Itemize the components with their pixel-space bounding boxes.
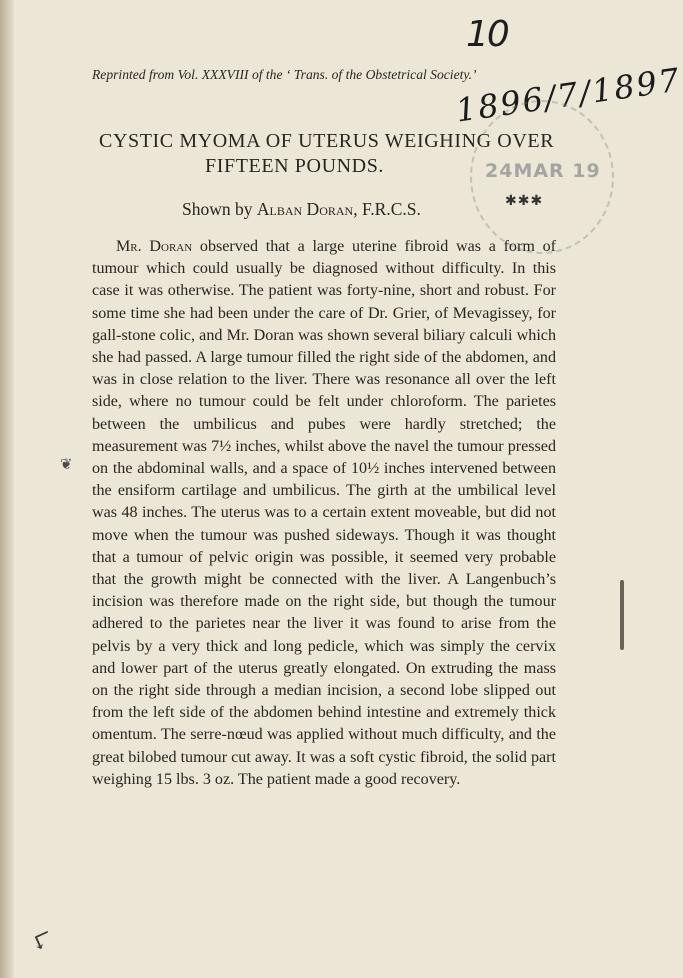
margin-mark-icon: ❦ bbox=[60, 455, 73, 473]
lead-name: Mr. Doran bbox=[116, 238, 193, 255]
body-paragraph: observed that a large uterine fibroid was a form of tumour which could usually be diagnosed without difficulty. In this case it was otherwise. The patient was forty-nine, short and robust. For some time she had been under the care of Dr. Grier, of Mevagissey, for gall-stone colic, and Mr. Doran was shown several biliary calculi which she had passed. A large tumour filled the right side of the abdomen, and was in close relation to the liver. There was resonance all over the left side, where no tumour could be felt under chloroform. The parietes between the umbilicus and pubes were hardly stretched; the measurement was 7½ inches, whilst above the navel the tumour pressed on the abdominal walls, and a space of 10½ inches intervened between the ensiform cartilage and umbilicus. The girth at the umbilical level was 48 inches. The uterus was to a certain extent moveable, but did not move when the tumour was pushed sideways. Though it was thought that a tumour of pelvic origin was possible, it seemed very probable that the growth might be connected with the liver. A Langenbuch’s incision was therefore made on the right side, but though the tumour adhered to the parietes near the liver it was found to arise from the pelvis by a very thick and long pedicle, which was simply the cervix and lower part of the uterus greatly elongated. On extruding the mass on the right side through a median incision, a second lobe slipped out from the left side of the abdomen behind intestine and extremely thick omentum. The serre-nœud was applied without much difficulty, and the great bilobed tumour cut away. It was a soft cystic fibroid, the solid part weighing 15 lbs. 3 oz. The patient made a good recovery. bbox=[92, 238, 556, 788]
byline bbox=[182, 199, 421, 220]
article-body bbox=[92, 236, 556, 791]
reprint-note: Reprinted from Vol. XXXVIII of the ‘ Trans. of the Obstetrical Society.’ bbox=[92, 67, 477, 82]
stamp-ornament: ✱✱✱ bbox=[505, 194, 544, 209]
byline-prefix: Shown by bbox=[182, 199, 257, 219]
binding-shadow bbox=[0, 0, 14, 978]
corner-mark-icon: ☇ bbox=[27, 923, 52, 957]
author-name: Alban Doran bbox=[256, 199, 354, 219]
article-title-line1: CYSTIC MYOMA OF UTERUS WEIGHING OVER bbox=[99, 130, 555, 152]
stamp-date: 24MAR 19 bbox=[485, 160, 601, 182]
margin-pencil-mark bbox=[620, 580, 624, 650]
handwritten-annotation: 1896/7/1897 bbox=[453, 60, 683, 130]
byline-suffix: , F.R.C.S. bbox=[353, 199, 421, 219]
handwritten-page-number: 10 bbox=[466, 14, 508, 55]
article-title-line2: FIFTEEN POUNDS. bbox=[205, 155, 385, 177]
